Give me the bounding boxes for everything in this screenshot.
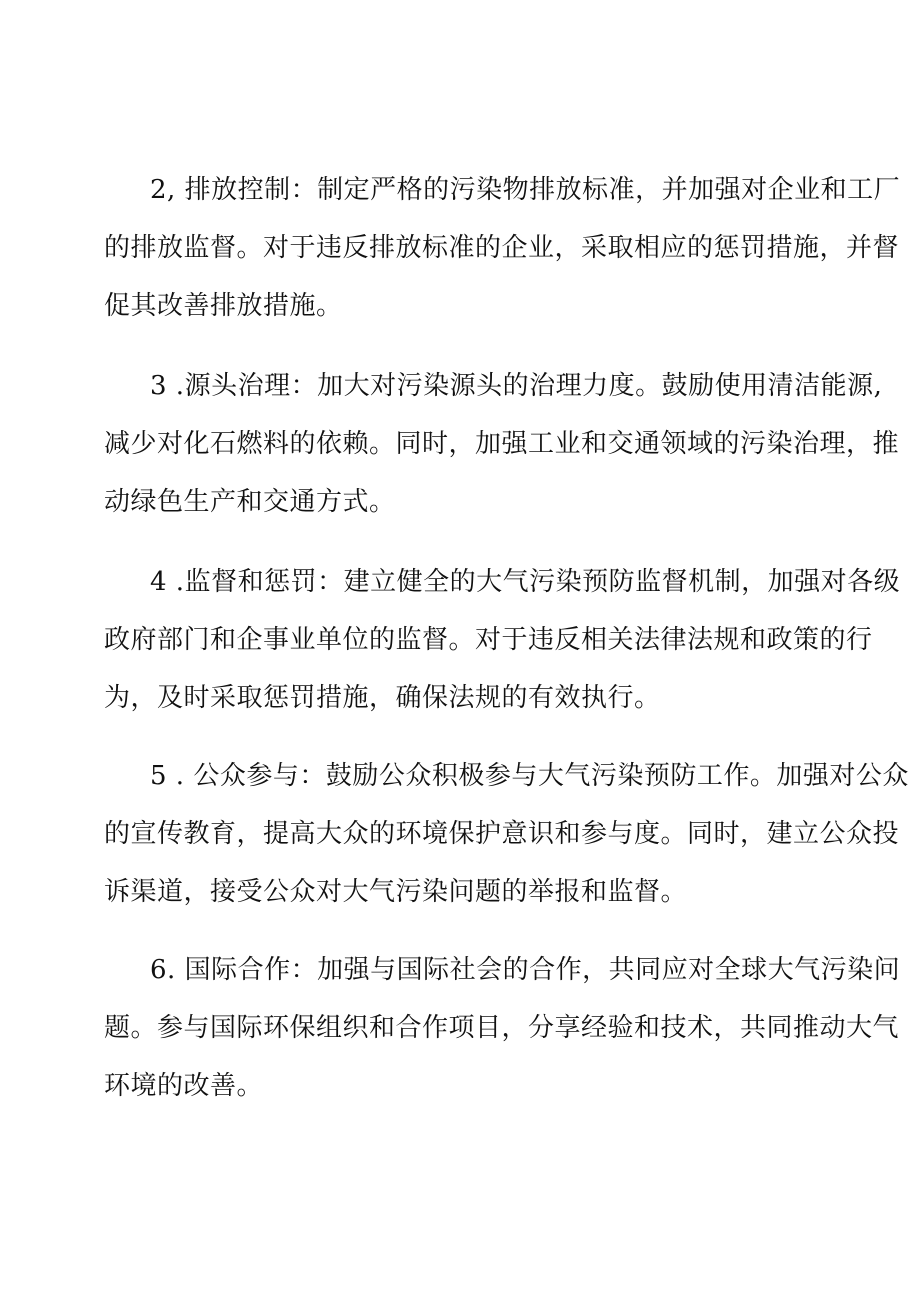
paragraph-international-cooperation [104,941,901,1115]
paragraph-line: 的宣传教育，提高大众的环境保护意识和参与度。同时，建立公众投 [104,819,900,849]
paragraph-line: 政府部门和企事业单位的监督。对于违反相关法律法规和政策的行 [104,625,873,655]
paragraph-emission-control [104,161,901,335]
paragraph-line: 3 .源头治理：加大对污染源头的治理力度。鼓励使用清洁能源, [150,371,883,401]
paragraph-public-participation [104,747,909,921]
paragraph-line: 2, 排放控制：制定严格的污染物排放标准，并加强对企业和工厂 [150,175,901,205]
paragraph-line: 的排放监督。对于违反排放标准的企业，采取相应的惩罚措施，并督 [104,233,900,263]
paragraph-line: 题。参与国际环保组织和合作项目，分享经验和技术，共同推动大气 [104,1013,900,1043]
paragraph-line: 环境的改善。 [104,1071,264,1101]
paragraph-line: 减少对化石燃料的依赖。同时，加强工业和交通领域的污染治理，推 [104,429,900,459]
paragraph-line: 4 .监督和惩罚：建立健全的大气污染预防监督机制，加强对各级 [150,567,901,597]
paragraph-line: 诉渠道，接受公众对大气污染问题的举报和监督。 [104,877,688,907]
paragraph-line: 5 . 公众参与：鼓励公众积极参与大气污染预防工作。加强对公众 [150,761,909,791]
paragraph-line: 为，及时采取惩罚措施，确保法规的有效执行。 [104,683,661,713]
paragraph-line: 动绿色生产和交通方式。 [104,487,396,517]
paragraph-line: 促其改善排放措施。 [104,291,343,321]
paragraph-line: 6. 国际合作：加强与国际社会的合作，共同应对全球大气污染问 [150,955,901,985]
paragraph-source-control [104,357,900,531]
paragraph-supervision-penalty [104,553,901,727]
